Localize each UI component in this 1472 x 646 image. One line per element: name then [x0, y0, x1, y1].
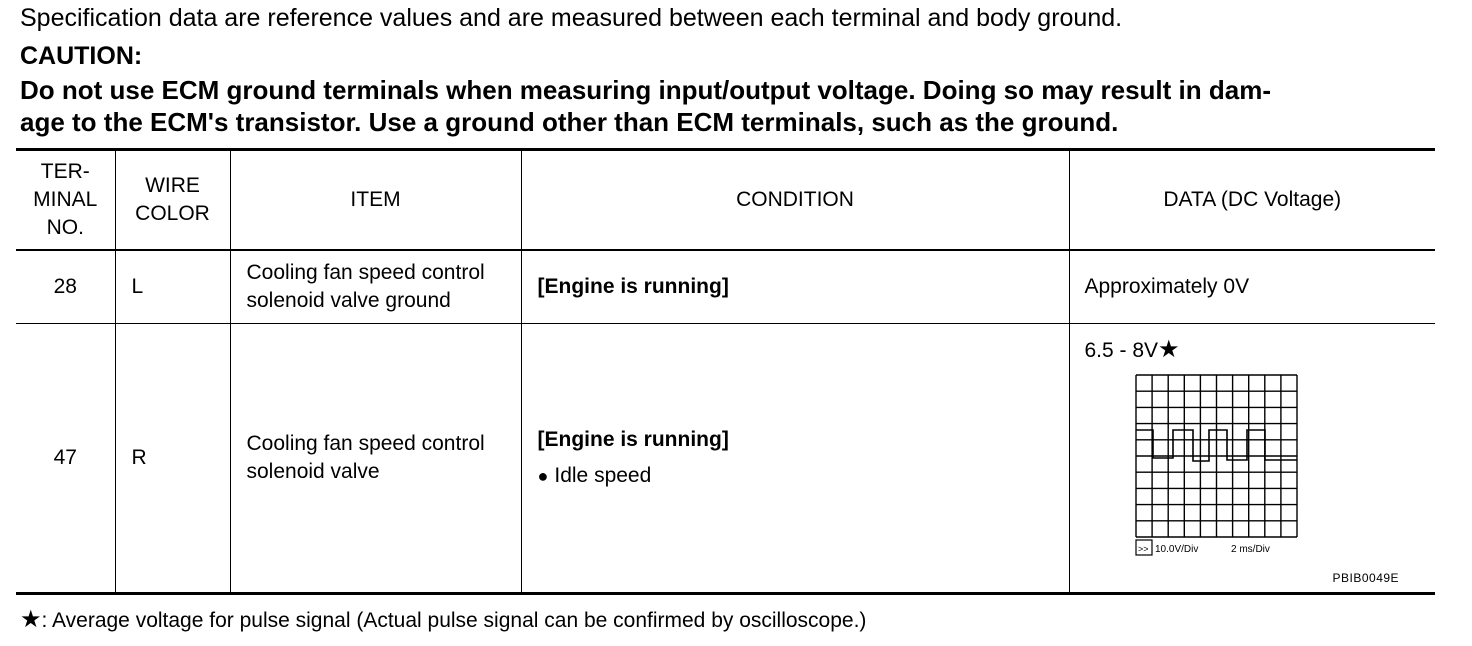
item-cell: Cooling fan speed control solenoid valve: [230, 324, 521, 594]
caution-line-2: age to the ECM's transistor. Use a ground other than ECM terminals, such as the ground.: [20, 107, 1119, 137]
table-row: [16, 250, 1435, 324]
condition-cell: [Engine is running]: [521, 250, 1069, 324]
caution-title: CAUTION:: [20, 42, 143, 70]
oscilloscope-waveform-figure: [1135, 374, 1303, 558]
header-data: DATA (DC Voltage): [1069, 150, 1435, 251]
item-cell: Cooling fan speed control solenoid valve ground: [230, 250, 521, 324]
header-condition: CONDITION: [521, 150, 1069, 251]
intro-text: Specification data are reference values and are measured between each terminal and body ground.: [20, 4, 1123, 32]
figure-id: PBIB0049E: [1332, 571, 1400, 585]
condition-text: [Engine is running]: [537, 428, 729, 451]
star-icon: ★: [1158, 336, 1180, 363]
table-header-row: [16, 150, 1435, 251]
condition-cell: [521, 324, 1069, 594]
data-cell: [1069, 324, 1435, 594]
header-wire-color: WIRE COLOR: [115, 150, 230, 251]
data-cell: Approximately 0V: [1069, 250, 1435, 324]
wire-color-cell: L: [115, 250, 230, 324]
wire-color-cell: R: [115, 324, 230, 594]
data-value: 6.5 - 8V★: [1084, 336, 1180, 363]
header-terminal-no: TER- MINAL NO.: [16, 150, 115, 251]
condition-bullet-item: ● Idle speed: [537, 464, 652, 487]
star-icon: ★: [20, 606, 42, 633]
header-item: ITEM: [230, 150, 521, 251]
bullet-icon: ●: [537, 466, 549, 486]
table-row: [16, 324, 1435, 594]
terminal-no-cell: 47: [16, 324, 115, 594]
scope-mode-icon: >>: [1137, 544, 1149, 554]
scope-time-div: 2 ms/Div: [1230, 544, 1270, 555]
scope-volt-div: 10.0V/Div: [1154, 544, 1198, 555]
terminal-spec-table: [16, 148, 1435, 595]
caution-text: [20, 74, 1440, 138]
caution-line-1: Do not use ECM ground terminals when measuring input/output voltage. Doing so may result in dam-: [20, 75, 1271, 105]
terminal-no-cell: 28: [16, 250, 115, 324]
footnote: ★: Average voltage for pulse signal (Actual pulse signal can be confirmed by oscilloscope.): [20, 606, 867, 633]
